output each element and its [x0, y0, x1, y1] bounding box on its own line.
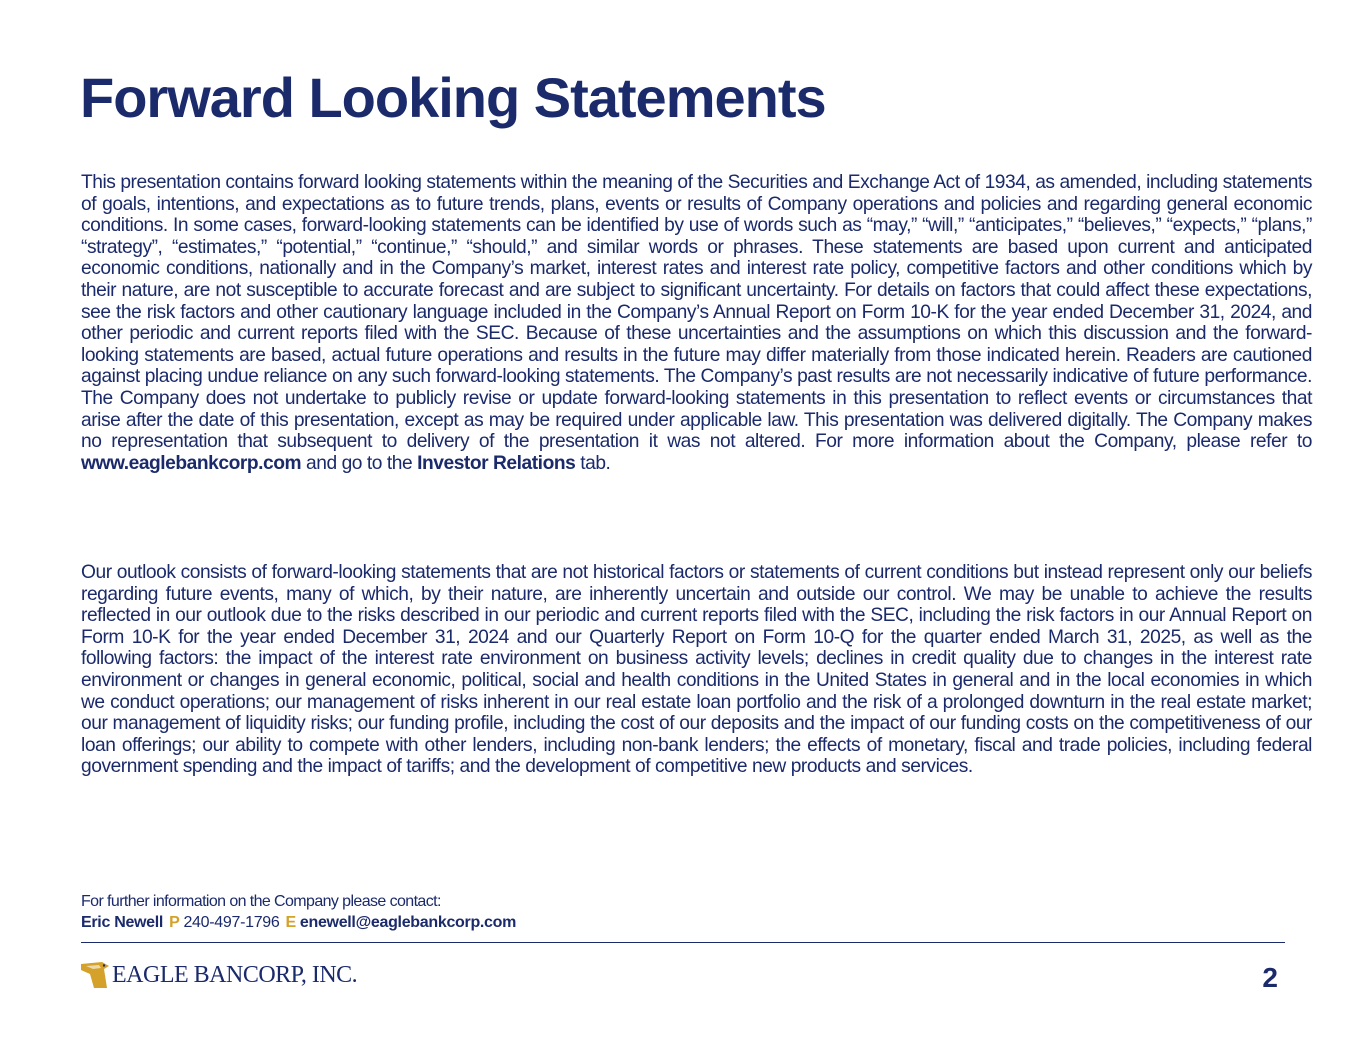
- forward-looking-paragraph: [81, 172, 1312, 474]
- contact-line: [81, 914, 516, 932]
- contact-label: For further information on the Company please contact:: [81, 893, 441, 910]
- email-key: E: [285, 914, 296, 931]
- contact-name: Eric Newell: [81, 914, 164, 931]
- footer-divider: [81, 942, 1285, 943]
- contact-phone: 240-497-1796: [183, 914, 280, 931]
- investor-relations-tab-name: Investor Relations: [417, 452, 576, 474]
- page-title: Forward Looking Statements: [80, 66, 826, 129]
- website-link[interactable]: www.eaglebankcorp.com: [81, 452, 302, 474]
- page-number: 2: [1262, 962, 1278, 993]
- company-logo: [80, 960, 357, 990]
- paragraph1-end: tab.: [575, 452, 611, 474]
- paragraph1-mid: and go to the: [301, 452, 418, 474]
- contact-email[interactable]: enewell@eaglebankcorp.com: [299, 914, 517, 931]
- eagle-icon: [80, 960, 110, 990]
- phone-key: P: [169, 914, 180, 931]
- logo-text: EAGLE BANCORP, INC.: [112, 962, 358, 988]
- paragraph1-text: This presentation contains forward looking statements within the meaning of the Securities and Exchange Act of 1934, as amended, including statements of goals, intentions, and expectations as to future trends, plans, events or results of Company operations and policies and regarding general economic conditions. In some cases, forward-looking statements can be identified by use of words such as “may,” “will,” “anticipates,” “believes,” “expects,” “plans,” “strategy”, “estimates,” “potential,” “continue,” “should,” and similar words or phrases. These statements are based upon current and anticipated economic conditions, nationally and in the Company’s market, interest rates and interest rate policy, competitive factors and other conditions which by their nature, are not susceptible to accurate forecast and are subject to significant uncertainty. For details on factors that could affect these expectations, see the risk factors and other cautionary language included in the Company’s Annual Report on Form 10-K for the year ended December 31, 2024, and other periodic and current reports filed with the SEC. Because of these uncertainties and the assumptions on which this discussion and the forward-looking statements are based, actual future operations and results in the future may differ materially from those indicated herein. Readers are cautioned against placing undue reliance on any such forward-looking statements. The Company’s past results are not necessarily indicative of future performance. The Company does not undertake to publicly revise or update forward-looking statements in this presentation to reflect events or circumstances that arise after the date of this presentation, except as may be required under applicable law. This presentation was delivered digitally. The Company makes no representation that subsequent to delivery of the presentation it was not altered. For more information about the Company, please refer to: [81, 172, 1313, 453]
- outlook-paragraph: Our outlook consists of forward-looking statements that are not historical factors or statements of current conditions but instead represent only our beliefs regarding future events, many of which, by their nature, are inherently uncertain and outside our control. We may be unable to achieve the results reflected in our outlook due to the risks described in our periodic and current reports filed with the SEC, including the risk factors in our Annual Report on Form 10-K for the year ended December 31, 2024 and our Quarterly Report on Form 10-Q for the quarter ended March 31, 2025, as well as the following factors: the impact of the interest rate environment on business activity levels; declines in credit quality due to changes in the interest rate environment or changes in general economic, political, social and health conditions in the United States in general and in the local economies in which we conduct operations; our management of risks inherent in our real estate loan portfolio and the risk of a prolonged downturn in the real estate market; our management of liquidity risks; our funding profile, including the cost of our deposits and the impact of our funding costs on the competitiveness of our loan offerings; our ability to compete with other lenders, including non-bank lenders; the effects of monetary, fiscal and trade policies, including federal government spending and the impact of tariffs; and the development of competitive new products and services.: [81, 562, 1312, 778]
